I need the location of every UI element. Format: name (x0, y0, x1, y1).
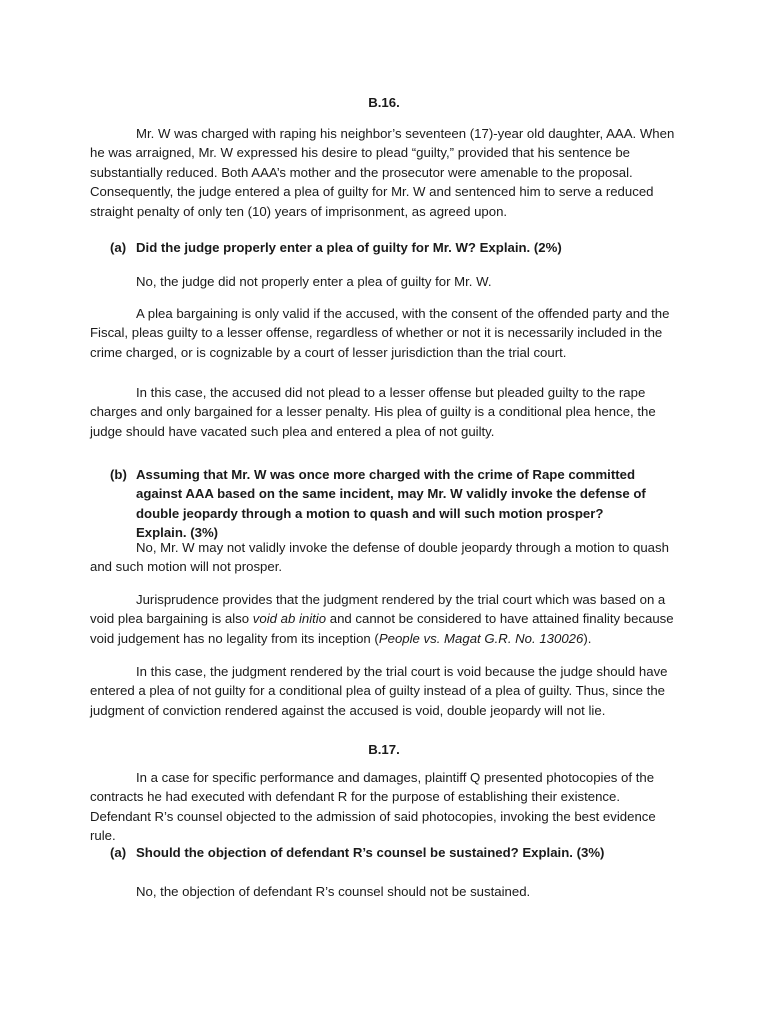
question-text: Assuming that Mr. W was once more charged with the crime of Rape committed against AAA based on the same incident, may Mr. W validly invoke the defense of double jeopardy through a motion to quash and will such motion prosper? Explain. (3%) (136, 467, 646, 541)
section-heading-b17: B.17. (368, 742, 400, 757)
italic-term: void ab initio (252, 611, 327, 627)
b16-answer-a: No, the judge did not properly enter a plea of guilty for Mr. W. (136, 274, 492, 289)
question-label: (a) (110, 845, 127, 860)
b17-answer-a: No, the objection of defendant R’s counsel should not be sustained. (136, 884, 531, 899)
b16-a-paragraph-2: In this case, the accused did not plead to a lesser offense but pleaded guilty to the rape charges and only bargained for a lesser penalty. His plea of guilty is a conditional plea hence, the judge should have vacated such plea and entered a plea of not guilty. (90, 385, 656, 439)
case-citation: People vs. Magat G.R. No. 130026 (378, 630, 584, 646)
b16-answer-b: No, Mr. W may not validly invoke the defense of double jeopardy through a motion to quash and such motion will not prosper. (90, 540, 669, 575)
b16-facts: Mr. W was charged with raping his neighbor’s seventeen (17)-year old daughter, AAA. When he was arraigned, Mr. W expressed his desire to plead “guilty,” provided that his sentence be substantially reduced. Both AAA’s mother and the prosecutor were amenable to the proposal. Consequently, the judge entered a plea of guilty for Mr. W and sentenced him to serve a reduced straight penalty of only ten (10) years of imprisonment, as agreed upon. (90, 126, 675, 219)
question-label: (a) (110, 240, 127, 255)
section-heading-b16: B.16. (368, 95, 400, 110)
question-text: Did the judge properly enter a plea of guilty for Mr. W? Explain. (2%) (136, 240, 562, 255)
text-run: Jurisprudence provides that the judgment rendered by the trial court which was based on a void plea bargaining is also (90, 592, 666, 627)
b16-b-paragraph-1 (90, 590, 676, 648)
question-text: Should the objection of defendant R’s counsel be sustained? Explain. (3%) (136, 845, 605, 860)
b16-b-paragraph-2: In this case, the judgment rendered by the trial court is void because the judge should have entered a plea of not guilty for a conditional plea of guilty instead of a plea of guilty. Thus, since the judgment of conviction rendered against the accused is void, double jeopardy will not lie. (90, 664, 668, 718)
question-label: (b) (110, 467, 127, 482)
text-run: ). (583, 630, 592, 646)
text-run: and cannot be considered to have attained finality because void judgement has no legality from its inception ( (90, 611, 674, 646)
b16-a-paragraph-1: A plea bargaining is only valid if the accused, with the consent of the offended party and the Fiscal, pleas guilty to a lesser offense, regardless of whether or not it is necessarily included in the crime charged, or is cognizable by a court of lesser jurisdiction than the trial court. (90, 306, 670, 360)
b17-facts: In a case for specific performance and damages, plaintiff Q presented photocopies of the contracts he had executed with defendant R for the purpose of establishing their existence. Defendant R’s counsel objected to the admission of said photocopies, invoking the best evidence rule. (90, 770, 656, 844)
